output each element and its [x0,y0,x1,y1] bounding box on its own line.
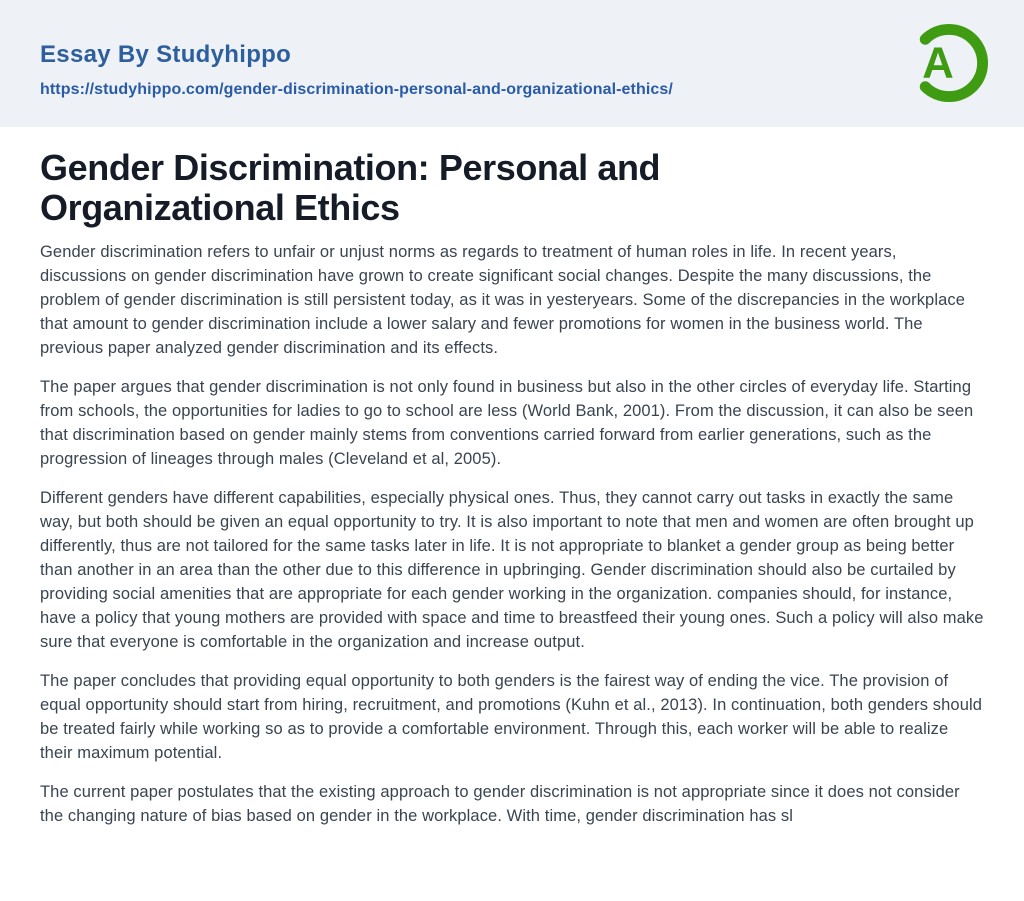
site-title: Essay By Studyhippo [40,41,292,68]
essay-article [0,148,1024,828]
studyhippo-logo-icon [907,21,991,105]
essay-paragraph: The paper argues that gender discrimination is not only found in business but also in the other circles of everyday life. Starting from schools, the opportunities for ladies to go to school are less (World Bank, 2001). From the discussion, it can also be seen that discrimination based on gender mainly stems from conventions carried forward from earlier generations, such as the progression of lineages through males (Cleveland et al, 2005). [40,378,974,469]
essay-paragraph: Gender discrimination refers to unfair or unjust norms as regards to treatment of human roles in life. In recent years, discussions on gender discrimination have grown to create significant social changes. Despite the many discussions, the problem of gender discrimination is still persistent today, as it was in yesteryears. Some of the discrepancies in the workplace that amount to gender discrimination include a lower salary and fewer promotions for women in the business world. The previous paper analyzed gender discrimination and its effects. [40,243,965,358]
essay-body [40,240,984,828]
source-url-link[interactable]: https://studyhippo.com/gender-discrimination-personal-and-organizational-ethics/ [40,81,673,99]
page-header [0,0,1024,127]
essay-title: Gender Discrimination: Personal and Organizational Ethics [40,147,661,228]
essay-paragraph: The paper concludes that providing equal opportunity to both genders is the fairest way of ending the vice. The provision of equal opportunity should start from hiring, recruitment, and promotions (Kuhn et al., 2013). In continuation, both genders should be treated fairly while working so as to provide a comfortable environment. Through this, each worker will be able to realize their maximum potential. [40,672,983,763]
essay-paragraph: Different genders have different capabilities, especially physical ones. Thus, they cannot carry out tasks in exactly the same way, but both should be given an equal opportunity to try. It is also important to note that men and women are often brought up differently, thus are not tailored for the same tasks later in life. It is not appropriate to blanket a gender group as being better than another in an area than the other due to this difference in upbringing. Gender discrimination should also be curtailed by providing social amenities that are appropriate for each gender working in the organization. companies should, for instance, have a policy that young mothers are provided with space and time to breastfeed their young ones. Such a policy will also make sure that everyone is comfortable in the organization and increase output. [40,489,984,652]
logo-letter: A [922,38,954,88]
essay-paragraph: The current paper postulates that the existing approach to gender discrimination is not appropriate since it does not consider the changing nature of bias based on gender in the workplace. With time, gender discrimination has sl [40,783,960,826]
